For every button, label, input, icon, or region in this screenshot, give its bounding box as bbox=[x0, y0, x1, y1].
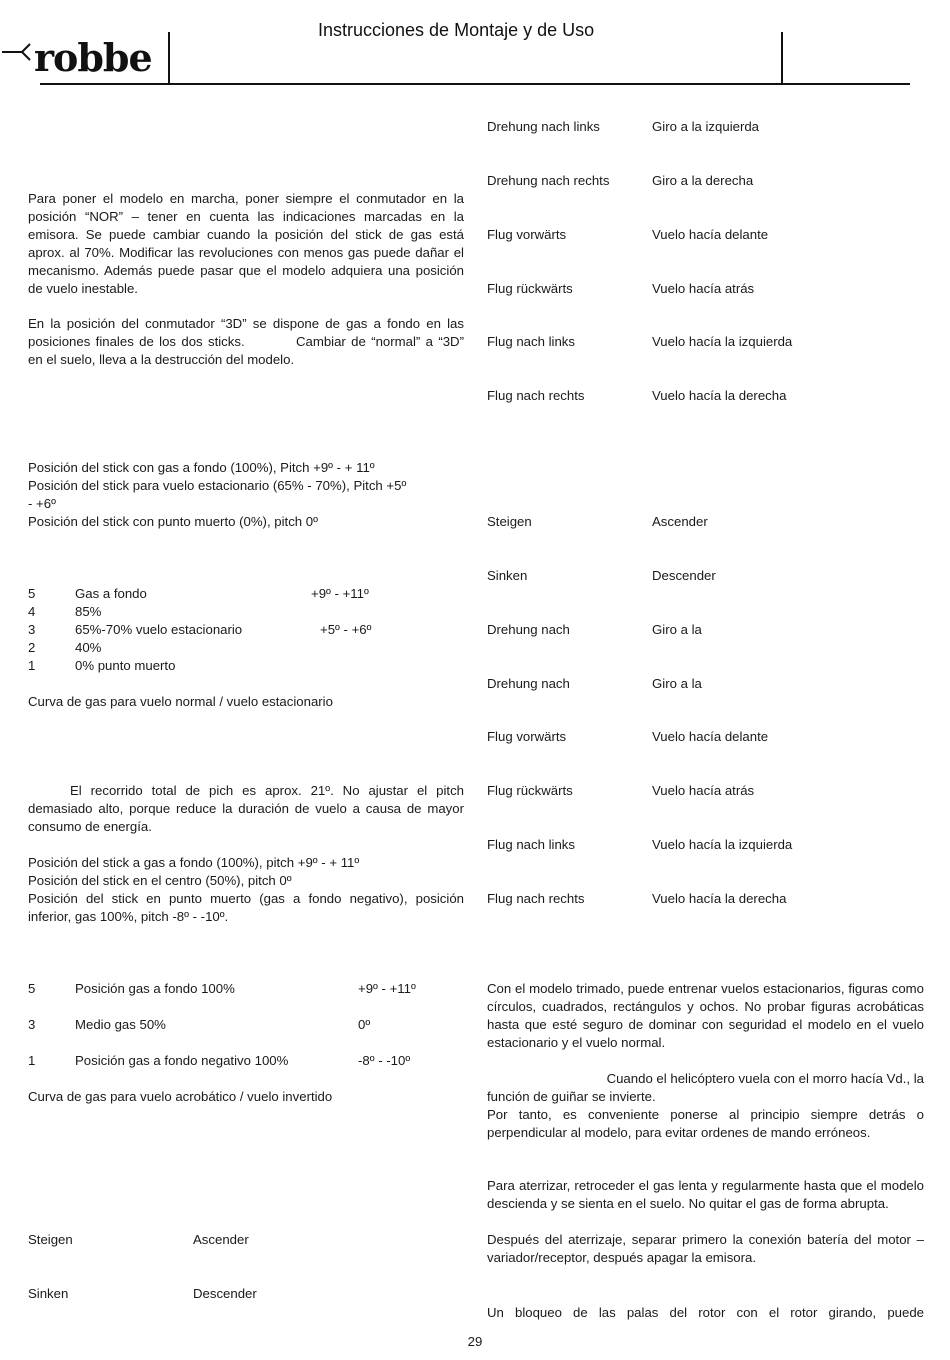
term-german: Sinken bbox=[487, 568, 528, 583]
point-label: 40% bbox=[75, 640, 102, 655]
point-pitch: +5º - +6º bbox=[320, 622, 372, 637]
stick-line: Posición del stick con punto muerto (0%), pitch 0º bbox=[28, 514, 318, 529]
list-item bbox=[487, 387, 927, 405]
warning-line: función de guiñar se invierte. bbox=[487, 1089, 656, 1104]
term-german: Flug nach rechts bbox=[487, 891, 585, 906]
term-spanish: Ascender bbox=[193, 1232, 249, 1247]
stick-line: Posición del stick a gas a fondo (100%), pitch +9º - + 11º bbox=[28, 855, 360, 870]
term-german: Drehung nach links bbox=[487, 119, 600, 134]
term-german: Flug vorwärts bbox=[487, 729, 567, 744]
term-german: Sinken bbox=[28, 1286, 69, 1301]
term-spanish: Vuelo hacía la derecha bbox=[652, 891, 787, 906]
point-pitch: +9º - +11º bbox=[311, 586, 369, 601]
term-german: Flug vorwärts bbox=[487, 227, 567, 242]
list-item bbox=[487, 118, 927, 136]
rotor-paragraph: Un bloqueo de las palas del rotor con el rotor girando, puede bbox=[487, 1305, 924, 1320]
term-german: Flug rückwärts bbox=[487, 783, 573, 798]
point-number: 3 bbox=[28, 622, 36, 637]
point-pitch: -8º - -10º bbox=[358, 1053, 411, 1068]
point-label: 85% bbox=[75, 604, 102, 619]
list-item bbox=[487, 836, 927, 854]
term-spanish: Vuelo hacía la derecha bbox=[652, 388, 787, 403]
term-spanish: Ascender bbox=[652, 514, 708, 529]
term-spanish: Vuelo hacía delante bbox=[652, 729, 769, 744]
term-german: Steigen bbox=[28, 1232, 73, 1247]
list-item bbox=[487, 226, 927, 244]
header-divider-right bbox=[781, 32, 783, 84]
landing-paragraph: Para aterrizar, retroceder el gas lenta y regularmente hasta que el modelo descienda y se sienta en el suelo. No quitar el gas de forma abrupta. bbox=[487, 1178, 924, 1211]
term-german: Drehung nach bbox=[487, 622, 570, 637]
list-item bbox=[487, 675, 927, 693]
list-item bbox=[28, 1285, 448, 1303]
list-item bbox=[487, 333, 927, 351]
page-title: Instrucciones de Montaje y de Uso bbox=[318, 20, 595, 40]
warning-paragraph bbox=[487, 1070, 924, 1142]
list-item bbox=[487, 172, 927, 190]
point-pitch: 0º bbox=[358, 1017, 371, 1032]
term-spanish: Giro a la bbox=[652, 676, 702, 691]
mode-3d-text: En la posición del conmutador “3D” se dispone de gas a fondo en las posiciones finales de los dos sticks. bbox=[28, 316, 464, 349]
point-label: 0% punto muerto bbox=[75, 658, 176, 673]
trim-paragraph: Con el modelo trimado, puede entrenar vuelos estacionarios, figuras como círculos, cuadrados, rectángulos y ochos. No probar figuras acrobáticas hasta que esté seguro de dominar con seguridad el modelo en el vuelo estacionario y el vuelo normal. bbox=[487, 981, 924, 1050]
point-label: Posición gas a fondo 100% bbox=[75, 981, 235, 996]
header-rule bbox=[40, 83, 910, 85]
point-label: Posición gas a fondo negativo 100% bbox=[75, 1053, 289, 1068]
mode-3d-text-end: “normal” a “3D” en el suelo, lleva a la destrucción del modelo. bbox=[28, 334, 464, 367]
table-row bbox=[28, 1016, 448, 1034]
term-spanish: Vuelo hacía atrás bbox=[652, 783, 755, 798]
list-item bbox=[487, 782, 927, 800]
term-german: Flug rückwärts bbox=[487, 281, 573, 296]
table-row bbox=[28, 603, 448, 621]
point-label: Medio gas 50% bbox=[75, 1017, 166, 1032]
table-row bbox=[28, 980, 448, 998]
stick-positions bbox=[28, 459, 468, 531]
curve-normal-caption: Curva de gas para vuelo normal / vuelo estacionario bbox=[28, 694, 333, 709]
robbe-logo-icon bbox=[2, 36, 32, 76]
left-vocab-list bbox=[28, 1231, 448, 1311]
stick-negative-paragraph: Posición del stick en punto muerto (gas a fondo negativo), posición inferior, gas 100%, pitch -8º - -10º. bbox=[28, 891, 464, 924]
point-number: 3 bbox=[28, 1017, 36, 1032]
term-spanish: Giro a la izquierda bbox=[652, 119, 760, 134]
list-item bbox=[487, 728, 927, 746]
term-spanish: Giro a la derecha bbox=[652, 173, 754, 188]
list-item bbox=[487, 567, 927, 585]
list-item bbox=[487, 513, 927, 531]
point-number: 1 bbox=[28, 658, 36, 673]
list-item bbox=[487, 280, 927, 298]
mode-3d-paragraph bbox=[28, 315, 464, 369]
stick-line: - +6º bbox=[28, 496, 56, 511]
table-row bbox=[28, 621, 448, 639]
term-german: Steigen bbox=[487, 514, 532, 529]
right-vocab-list-1 bbox=[487, 118, 927, 418]
curve-acro-caption: Curva de gas para vuelo acrobático / vuelo invertido bbox=[28, 1089, 333, 1104]
pitch-paragraph: El recorrido total de pich es aprox. 21º. No ajustar el pitch demasiado alto, porque reduce la duración de vuelo a causa de mayor consumo de energía. bbox=[28, 783, 464, 834]
stick-positions-2 bbox=[28, 854, 468, 890]
list-item bbox=[487, 621, 927, 639]
term-spanish: Giro a la bbox=[652, 622, 702, 637]
term-spanish: Vuelo hacía la izquierda bbox=[652, 334, 793, 349]
stick-line: Posición del stick con gas a fondo (100%), Pitch +9º - + 11º bbox=[28, 460, 375, 475]
point-label: Gas a fondo bbox=[75, 586, 147, 601]
term-spanish: Vuelo hacía la izquierda bbox=[652, 837, 793, 852]
start-paragraph: Para poner el modelo en marcha, poner siempre el conmutador en la posición “NOR” – tener en cuenta las indicaciones marcadas en la emisora. Se puede cambiar cuando la posición del stick de gas está aprox. al 70%. Modificar las revoluciones con menos gas puede dañar el mecanismo. Además puede pasar que el modelo adquiera una posición de vuelo inestable. bbox=[28, 191, 464, 296]
after-landing-paragraph: Después del aterrizaje, separar primero la conexión batería del motor – variador/receptor, después apagar la emisora. bbox=[487, 1232, 924, 1265]
table-row bbox=[28, 657, 448, 675]
stick-line: Posición del stick para vuelo estacionario (65% - 70%), Pitch +5º bbox=[28, 478, 407, 493]
term-spanish: Vuelo hacía atrás bbox=[652, 281, 755, 296]
term-spanish: Descender bbox=[652, 568, 716, 583]
point-number: 1 bbox=[28, 1053, 36, 1068]
stick-line: Posición del stick en el centro (50%), pitch 0º bbox=[28, 873, 292, 888]
list-item bbox=[487, 890, 927, 908]
term-german: Drehung nach bbox=[487, 676, 570, 691]
right-vocab-list-2 bbox=[487, 513, 927, 913]
point-number: 5 bbox=[28, 981, 36, 996]
term-spanish: Descender bbox=[193, 1286, 257, 1301]
table-row bbox=[28, 639, 448, 657]
mode-3d-text-tail: Cambiar de bbox=[295, 334, 366, 349]
gas-curve-table bbox=[28, 585, 448, 675]
term-german: Drehung nach rechts bbox=[487, 173, 610, 188]
point-label: 65%-70% vuelo estacionario bbox=[75, 622, 243, 637]
table-row bbox=[28, 1052, 448, 1070]
warning-line: Cuando el helicóptero vuela con el morro hacía Vd., la bbox=[606, 1071, 924, 1086]
header-divider-left bbox=[168, 32, 170, 84]
list-item bbox=[28, 1231, 448, 1249]
term-german: Flug nach links bbox=[487, 334, 575, 349]
point-number: 2 bbox=[28, 640, 36, 655]
point-pitch: +9º - +11º bbox=[358, 981, 416, 996]
acro-curve-table bbox=[28, 980, 448, 1070]
page-number: 29 bbox=[467, 1334, 483, 1349]
brand-logo: robbe bbox=[34, 35, 152, 80]
term-german: Flug nach rechts bbox=[487, 388, 585, 403]
term-german: Flug nach links bbox=[487, 837, 575, 852]
point-number: 4 bbox=[28, 604, 36, 619]
warning-line: Por tanto, es conveniente ponerse al principio siempre detrás o perpendicular al modelo, para evitar ordenes de mando erróneos. bbox=[487, 1107, 924, 1140]
table-row bbox=[28, 585, 448, 603]
term-spanish: Vuelo hacía delante bbox=[652, 227, 769, 242]
point-number: 5 bbox=[28, 586, 36, 601]
